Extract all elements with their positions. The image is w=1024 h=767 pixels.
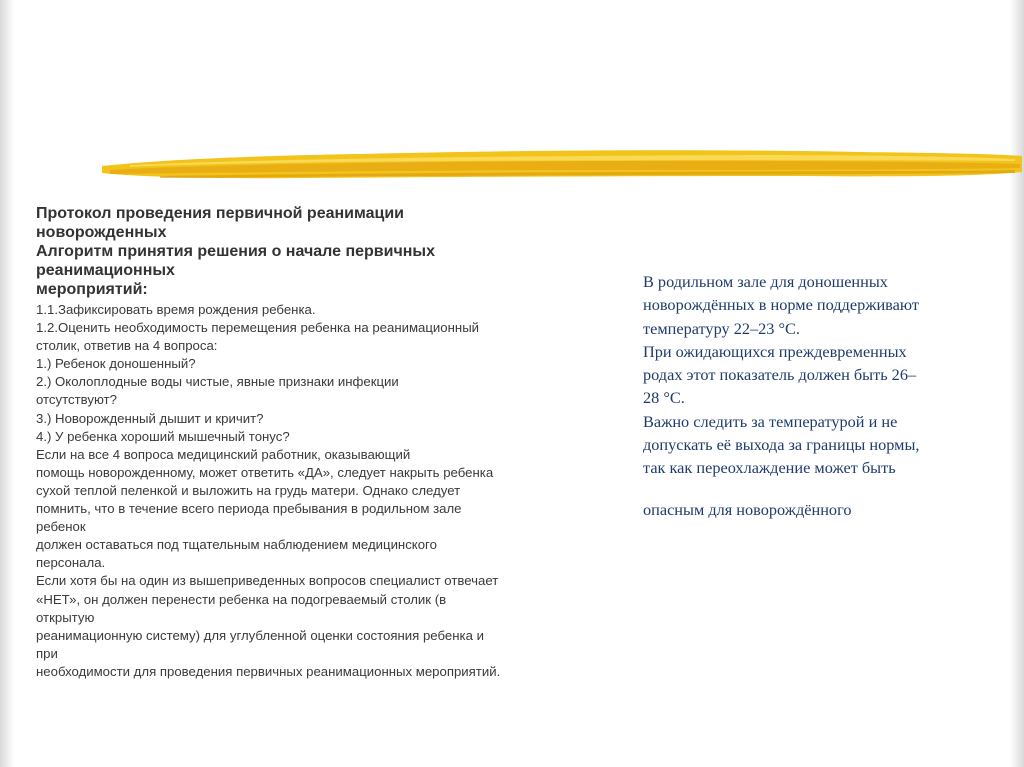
body-line: помощь новорожденному, может ответить «ДА», следует накрыть ребенка xyxy=(36,464,494,480)
body-line: 1.2.Оценить необходимость перемещения ребенка на реанимационный xyxy=(36,320,480,336)
body-line: ребенок xyxy=(36,519,86,535)
note-line: допускать её выхода за границы нормы, xyxy=(643,435,920,455)
body-line: отсутствуют? xyxy=(36,392,117,408)
protocol-body xyxy=(36,301,596,681)
protocol-text-block xyxy=(36,204,596,681)
note-line: родах этот показатель должен быть 26– xyxy=(643,365,917,385)
note-line: В родильном зале для доношенных xyxy=(643,272,888,291)
body-line: должен оставаться под тщательным наблюдением медицинского xyxy=(36,537,437,553)
protocol-headings xyxy=(36,204,596,299)
body-line: при xyxy=(36,645,58,661)
body-line: помнить, что в течение всего периода пребывания в родильном зале xyxy=(36,501,462,517)
heading-line: Алгоритм принятия решения о начале первичных xyxy=(36,243,435,260)
note-line: Важно следить за температурой и не xyxy=(643,411,898,431)
body-line: реанимационную систему) для углубленной оценки состояния ребенка и xyxy=(36,627,484,643)
body-line: 1.) Ребенок доношенный? xyxy=(36,356,196,372)
note-line: При ожидающихся преждевременных xyxy=(643,341,907,361)
decorative-brush-stroke xyxy=(100,140,1024,190)
note-line-last: опасным для новорождённого xyxy=(643,499,852,519)
body-line: столик, ответив на 4 вопроса: xyxy=(36,338,218,354)
heading-line: мероприятий: xyxy=(36,281,148,298)
note-line: так как переохлаждение может быть xyxy=(643,458,896,478)
body-line: 1.1.Зафиксировать время рождения ребенка. xyxy=(36,302,316,317)
heading-line: новорожденных xyxy=(36,224,167,241)
body-line: необходимости для проведения первичных реанимационных мероприятий. xyxy=(36,663,501,679)
heading-line: Протокол проведения первичной реанимации xyxy=(36,205,405,222)
body-line: персонала. xyxy=(36,555,106,571)
body-line: сухой теплой пеленкой и выложить на грудь матери. Однако следует xyxy=(36,482,461,498)
body-line: Если на все 4 вопроса медицинский работник, оказывающий xyxy=(36,446,411,462)
note-line: 28 °C. xyxy=(643,388,685,408)
note-line: новорождённых в норме поддерживают xyxy=(643,295,919,315)
note-line: температуру 22–23 °C. xyxy=(643,318,800,338)
body-line: Если хотя бы на один из вышеприведенных вопросов специалист отвечает xyxy=(36,573,499,589)
temperature-note xyxy=(643,270,1003,521)
body-line: «НЕТ», он должен перенести ребенка на подогреваемый столик (в xyxy=(36,591,447,607)
body-line: 3.) Новорожденный дышит и кричит? xyxy=(36,410,264,426)
body-line: 2.) Околоплодные воды чистые, явные признаки инфекции xyxy=(36,374,399,390)
note-spacer xyxy=(643,480,1003,498)
heading-line: реанимационных xyxy=(36,262,175,279)
body-line: 4.) У ребенка хороший мышечный тонус? xyxy=(36,428,290,444)
body-line: открытую xyxy=(36,609,95,625)
